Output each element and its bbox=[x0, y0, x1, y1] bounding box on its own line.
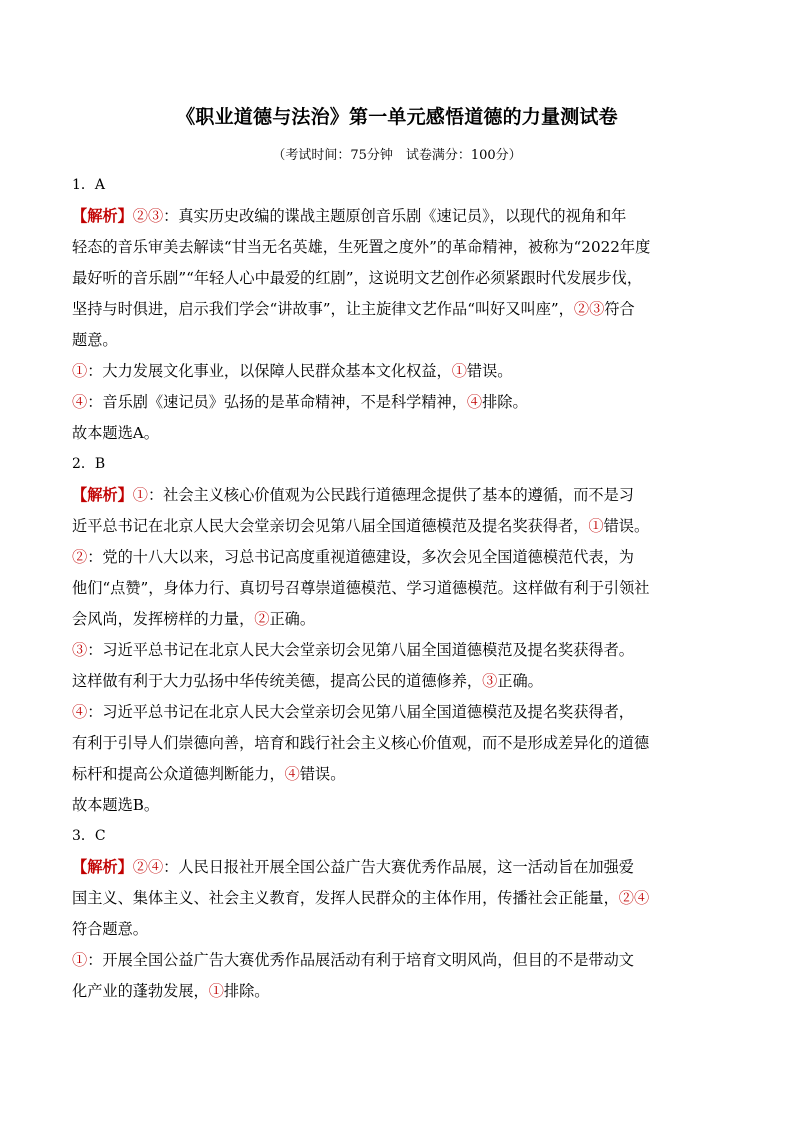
option-marker: ① bbox=[72, 362, 88, 380]
option-marker: ② bbox=[72, 548, 88, 566]
line-text: 有利于引导人们崇德向善，培育和践行社会主义核心价值观，而不是形成差异化的道德 bbox=[72, 734, 650, 752]
exam-info: （考试时间：75分钟 试卷满分：100分） bbox=[272, 148, 522, 163]
line-tail: 错误。 bbox=[299, 765, 346, 783]
line-text: 这样做有利于大力弘扬中华传统美德，提高公民的道德修养， bbox=[72, 672, 483, 690]
question-number: 2．B bbox=[72, 456, 106, 472]
line-text: 最好听的音乐剧”“年轻人心中最爱的红剧”，这说明文艺创作必须紧跟时代发展步伐， bbox=[72, 269, 643, 287]
analysis-line bbox=[72, 790, 682, 821]
line-text: 他们“点赞”，身体力行、真切号召尊崇道德模范、学习道德模范。这样做有利于引领社 bbox=[72, 579, 650, 597]
analysis-tag: 【解析】 bbox=[72, 486, 133, 504]
analysis-line bbox=[72, 697, 682, 728]
analysis-line bbox=[72, 573, 682, 604]
option-marker: ② bbox=[254, 610, 270, 628]
line-text: 国主义、集体主义、社会主义教育，发挥人民群众的主体作用，传播社会正能量， bbox=[72, 889, 619, 907]
line-text: ：社会主义核心价值观为公民践行道德理念提供了基本的遵循，而不是习 bbox=[147, 486, 634, 504]
analysis-line bbox=[72, 852, 682, 883]
line-tail: 错误。 bbox=[603, 517, 650, 535]
option-marker: ① bbox=[208, 982, 224, 1000]
analysis-line bbox=[72, 511, 682, 542]
line-text: ：真实历史改编的谍战主题原创音乐剧《速记员》，以现代的视角和年 bbox=[163, 207, 627, 225]
line-text: 坚持与时俱进，启示我们学会“讲故事”，让主旋律文艺作品“叫好又叫座”， bbox=[72, 300, 574, 318]
analysis-line bbox=[72, 945, 682, 976]
line-tail: 正确。 bbox=[497, 672, 543, 690]
option-marker: ① bbox=[451, 362, 467, 380]
line-text: ：大力发展文化事业，以保障人民群众基本文化权益， bbox=[87, 362, 452, 380]
line-text: 故本题选B。 bbox=[72, 796, 160, 814]
line-text: ：党的十八大以来，习总书记高度重视道德建设，多次会见全国道德模范代表，为 bbox=[87, 548, 634, 566]
option-marker: ④ bbox=[72, 703, 88, 721]
analysis-line bbox=[72, 542, 682, 573]
line-text: ：习近平总书记在北京人民大会堂亲切会见第八届全国道德模范及提名奖获得者。 bbox=[87, 641, 634, 659]
analysis-line bbox=[72, 480, 682, 511]
line-tail: 排除。 bbox=[482, 393, 528, 411]
analysis-line bbox=[72, 232, 682, 263]
line-text: 化产业的蓬勃发展， bbox=[72, 982, 209, 1000]
analysis-line bbox=[72, 914, 682, 945]
line-text: 会风尚，发挥榜样的力量， bbox=[72, 610, 255, 628]
analysis-line bbox=[72, 883, 682, 914]
option-marker: ②④ bbox=[618, 889, 650, 907]
line-text: ：人民日报社开展全国公益广告大赛优秀作品展，这一活动旨在加强爱 bbox=[163, 858, 634, 876]
line-tail: 错误。 bbox=[466, 362, 513, 380]
option-marker: ②④ bbox=[132, 858, 164, 876]
analysis-line bbox=[72, 387, 682, 418]
option-marker: ① bbox=[588, 517, 604, 535]
line-text: 符合题意。 bbox=[72, 920, 148, 938]
analysis-line bbox=[72, 201, 682, 232]
analysis-line bbox=[72, 356, 682, 387]
line-text: 故本题选A。 bbox=[72, 424, 159, 442]
option-marker: ②③ bbox=[132, 207, 164, 225]
page-title: 《职业道德与法治》第一单元感悟道德的力量测试卷 bbox=[176, 106, 618, 128]
line-text: 轻态的音乐审美去解读“甘当无名英雄，生死置之度外”的革命精神，被称为“2022年度 bbox=[72, 238, 651, 256]
line-tail: 排除。 bbox=[223, 982, 270, 1000]
analysis-line bbox=[72, 635, 682, 666]
analysis-line bbox=[72, 325, 682, 356]
answer-content bbox=[72, 170, 682, 1007]
option-marker: ③ bbox=[72, 641, 88, 659]
line-text: 标杆和提高公众道德判断能力， bbox=[72, 765, 285, 783]
line-tail: 正确。 bbox=[269, 610, 315, 628]
analysis-tag: 【解析】 bbox=[72, 858, 133, 876]
analysis-line bbox=[72, 263, 682, 294]
option-marker: ④ bbox=[466, 393, 483, 411]
option-marker: ① bbox=[72, 951, 88, 969]
question-number: 3．C bbox=[72, 828, 106, 844]
question-number: 1．A bbox=[72, 177, 106, 193]
analysis-line bbox=[72, 666, 682, 697]
analysis-line bbox=[72, 604, 682, 635]
line-text: 题意。 bbox=[72, 331, 118, 349]
line-tail: 符合 bbox=[604, 300, 635, 318]
option-marker: ②③ bbox=[573, 300, 605, 318]
analysis-line bbox=[72, 759, 682, 790]
option-marker: ④ bbox=[284, 765, 300, 783]
line-text: ：音乐剧《速记员》弘扬的是革命精神，不是科学精神， bbox=[87, 393, 467, 411]
line-text: ：开展全国公益广告大赛优秀作品展活动有利于培育文明风尚，但目的不是带动文 bbox=[87, 951, 634, 969]
analysis-tag: 【解析】 bbox=[72, 207, 133, 225]
option-marker: ③ bbox=[482, 672, 498, 690]
analysis-line bbox=[72, 418, 682, 449]
option-marker: ④ bbox=[72, 393, 88, 411]
analysis-line bbox=[72, 976, 682, 1007]
line-text: ：习近平总书记在北京人民大会堂亲切会见第八届全国道德模范及提名奖获得者， bbox=[87, 703, 634, 721]
option-marker: ① bbox=[132, 486, 148, 504]
analysis-line bbox=[72, 294, 682, 325]
line-text: 近平总书记在北京人民大会堂亲切会见第八届全国道德模范及提名奖获得者， bbox=[72, 517, 589, 535]
analysis-line bbox=[72, 728, 682, 759]
